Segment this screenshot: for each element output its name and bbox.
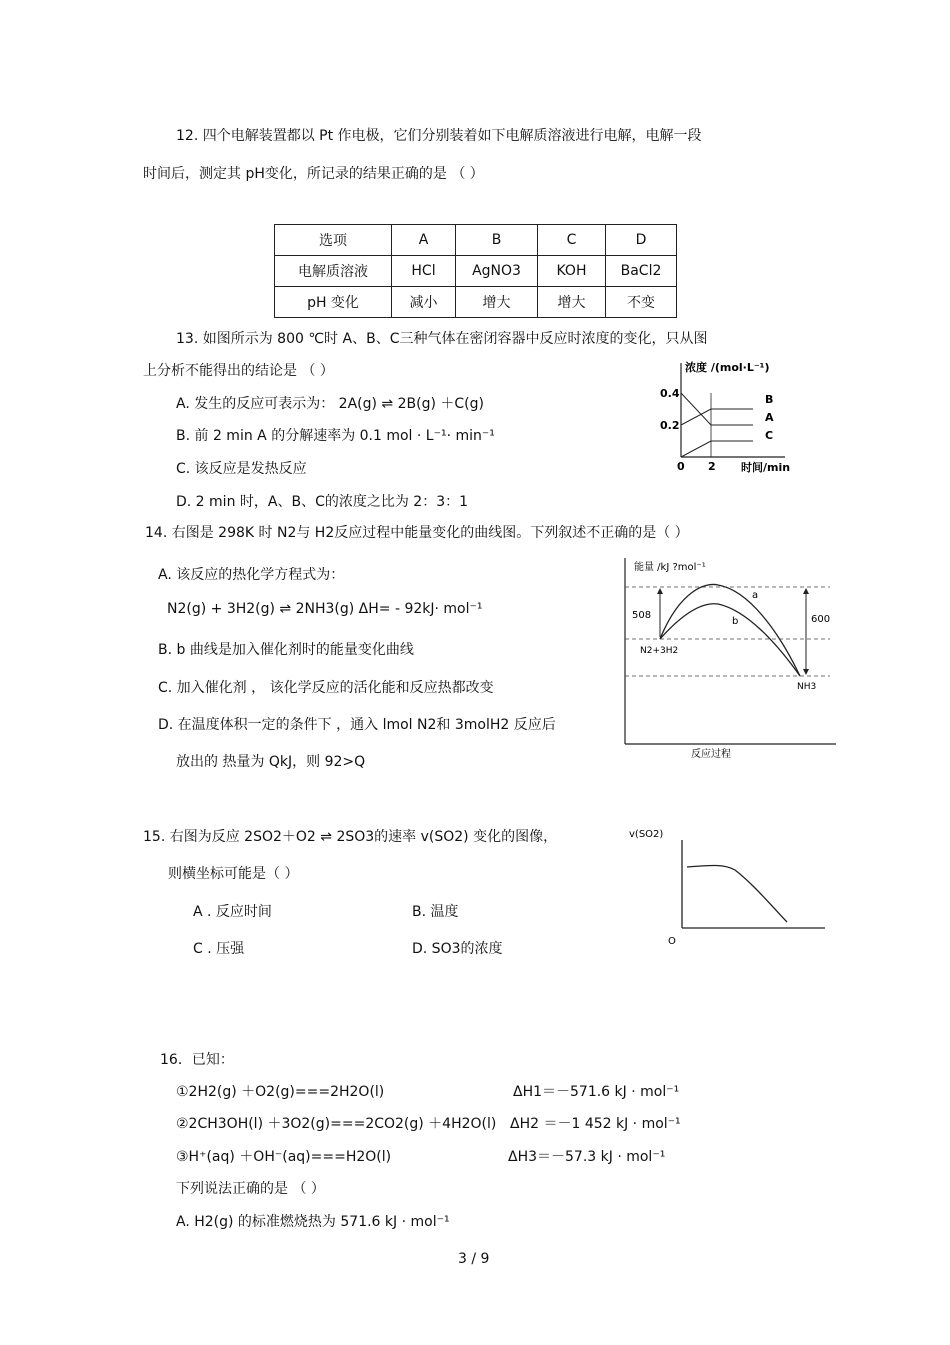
q13-option-c: C. 该反应是发热反应	[176, 461, 307, 477]
q14-energy-chart	[618, 552, 840, 762]
x-tick-label: 0	[677, 460, 685, 473]
table-cell: AgNO3	[456, 256, 538, 287]
y-axis-label: 能量 /kJ ?mol⁻¹	[634, 562, 706, 573]
legend-label-b: B	[765, 393, 774, 406]
q15-option-d: D. SO3的浓度	[412, 941, 503, 957]
q15-option-a: A . 反应时间	[193, 904, 272, 920]
label-600: 600	[811, 614, 831, 625]
table-row	[275, 256, 677, 287]
table-cell: KOH	[538, 256, 606, 287]
q13-option-a: A. 发生的反应可表示为： 2A(g) ⇌ 2B(g) ＋C(g)	[176, 396, 484, 412]
label-product: NH3	[797, 682, 817, 692]
q12-line2: 时间后，测定其 pH变化，所记录的结果正确的是 （ ）	[143, 166, 484, 182]
origin-label: O	[668, 936, 676, 947]
q14-line1: 14. 右图是 298K 时 N2与 H2反应过程中能量变化的曲线图。下列叙述不正确的是（ ）	[145, 525, 689, 541]
q15-line2: 则横坐标可能是（ ）	[168, 866, 299, 882]
table-cell: D	[606, 225, 677, 256]
table-cell: BaCl2	[606, 256, 677, 287]
curve-b	[660, 604, 800, 676]
table-cell: pH 变化	[275, 287, 392, 318]
q14-option-d-cont: 放出的 热量为 QkJ，则 92>Q	[176, 754, 366, 770]
y-tick-label: 0.2	[660, 419, 680, 432]
q14-equation: N2(g) + 3H2(g) ⇌ 2NH3(g) ΔH= - 92kJ· mol⁻¹	[167, 601, 483, 617]
table-cell: 增大	[538, 287, 606, 318]
y-axis-label: 浓度 /(mol·L⁻¹)	[685, 361, 770, 374]
label-508: 508	[632, 610, 652, 621]
series-line-c	[681, 441, 753, 457]
table-cell: HCl	[392, 256, 456, 287]
label-reactants: N2+3H2	[640, 646, 679, 656]
rate-curve	[687, 865, 787, 922]
q13-option-d: D. 2 min 时，A、B、C的浓度之比为 2：3：1	[176, 494, 469, 510]
q16-option-a: A. H2(g) 的标准燃烧热为 571.6 kJ · mol⁻¹	[176, 1214, 450, 1230]
table-row	[275, 287, 677, 318]
curve-a	[660, 584, 800, 676]
x-tick-label: 2	[708, 460, 716, 473]
q13-line1: 13. 如图所示为 800 ℃时 A、B、C三种气体在密闭容器中反应时浓度的变化，只从图	[176, 331, 708, 347]
q16-eq3: ③H⁺(aq) ＋OH⁻(aq)===H2O(l)	[176, 1149, 392, 1165]
q15-option-b: B. 温度	[412, 904, 459, 920]
arrow-head-icon	[803, 588, 809, 594]
table-cell: 选项	[275, 225, 392, 256]
table-cell: B	[456, 225, 538, 256]
q13-concentration-chart	[655, 355, 815, 475]
q16-question: 下列说法正确的是 （ ）	[176, 1181, 325, 1197]
q16-dh1: ΔH1＝－571.6 kJ · mol⁻¹	[513, 1084, 680, 1100]
legend-label-c: C	[765, 429, 774, 442]
q15-option-c: C . 压强	[193, 941, 245, 957]
table-cell: C	[538, 225, 606, 256]
q13-line2: 上分析不能得出的结论是 （ ）	[143, 363, 334, 379]
table-cell: 不变	[606, 287, 677, 318]
label-b: b	[732, 616, 739, 627]
y-tick-label: 0.4	[660, 387, 680, 400]
q16-dh3: ΔH3＝－57.3 kJ · mol⁻¹	[508, 1149, 666, 1165]
q12-table	[274, 224, 677, 318]
q15-rate-chart	[625, 822, 835, 952]
table-cell: A	[392, 225, 456, 256]
q14-option-d: D. 在温度体积一定的条件下 ，通入 lmol N2和 3molH2 反应后	[158, 717, 556, 733]
arrow-head-icon	[803, 669, 809, 675]
series-line-b	[681, 409, 753, 425]
q14-option-b: B. b 曲线是加入催化剂时的能量变化曲线	[158, 642, 414, 658]
q13-option-b: B. 前 2 min A 的分解速率为 0.1 mol · L⁻¹· min⁻¹	[176, 428, 495, 444]
y-axis-label: v(SO2)	[629, 829, 664, 840]
q12-line1: 12. 四个电解装置都以 Pt 作电极，它们分别装着如下电解质溶液进行电解，电解一段	[176, 128, 702, 144]
q14-option-c: C. 加入催化剂 ， 该化学反应的活化能和反应热都改变	[158, 680, 494, 696]
table-cell: 减小	[392, 287, 456, 318]
table-row	[275, 225, 677, 256]
x-axis-label: 反应过程	[691, 749, 731, 760]
page-number: 3 / 9	[458, 1251, 490, 1267]
q16-eq2: ②2CH3OH(l) ＋3O2(g)===2CO2(g) ＋4H2O(l)	[176, 1116, 497, 1132]
legend-label-a: A	[765, 411, 774, 424]
q16-dh2: ΔH2 ＝－1 452 kJ · mol⁻¹	[510, 1116, 681, 1132]
q14-option-a: A. 该反应的热化学方程式为：	[158, 567, 345, 583]
q15-line1: 15. 右图为反应 2SO2＋O2 ⇌ 2SO3的速率 v(SO2) 变化的图像，	[143, 829, 558, 845]
table-cell: 电解质溶液	[275, 256, 392, 287]
q16-line1: 16．已知：	[160, 1052, 234, 1068]
table-cell: 增大	[456, 287, 538, 318]
label-a: a	[752, 590, 759, 601]
x-axis-label: 时间/min	[741, 461, 791, 474]
arrow-head-icon	[657, 588, 663, 594]
q16-eq1: ①2H2(g) ＋O2(g)===2H2O(l)	[176, 1084, 385, 1100]
